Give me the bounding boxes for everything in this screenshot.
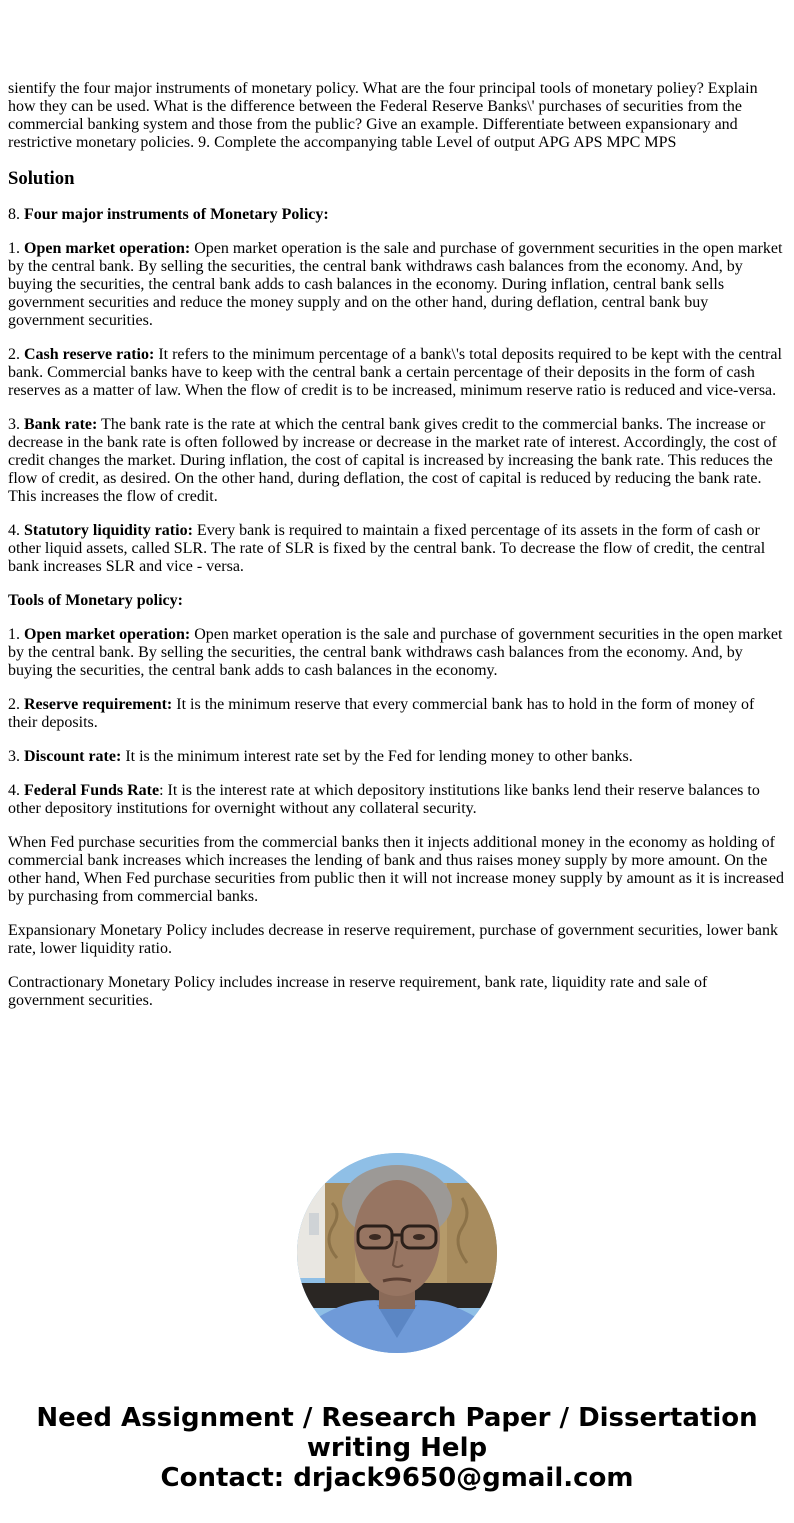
- item-term: Discount rate:: [24, 748, 122, 765]
- item-text: Every bank is required to maintain a fixed percentage of its assets in the form of cash or other liquid assets, called SLR. The rate of SLR is fixed by the central bank. To decrease the flow of credit, the central bank increases SLR and vice - versa.: [8, 522, 766, 575]
- paragraph-fed-purchase: When Fed purchase securities from the commercial banks then it injects additional money in the economy as holding of commercial bank increases which increases the lending of bank and thus raises money supply by more amount. On the other hand, When Fed purchase securities from public then it will not increase money supply by amount as it is increased by purchasing from commercial banks.: [8, 834, 784, 905]
- item-text: Open market operation is the sale and purchase of government securities in the open market by the central bank. By selling the securities, the central bank withdraws cash balances from the economy. And, by buying the securities, the central bank adds to cash balances in the economy.: [8, 626, 783, 679]
- section-title-tools: [8, 592, 786, 610]
- list-item: [8, 782, 786, 818]
- item-term: Cash reserve ratio:: [24, 346, 155, 363]
- document-content: [8, 80, 786, 1026]
- paragraph-contractionary: Contractionary Monetary Policy includes increase in reserve requirement, bank rate, liquidity rate and sale of government securities.: [8, 974, 708, 1009]
- list-item: [8, 522, 786, 576]
- author-avatar: [297, 1153, 497, 1353]
- list-item: [8, 696, 786, 732]
- item-text: The bank rate is the rate at which the central bank gives credit to the commercial banks. The increase or decrease in the bank rate is often followed by increase or decrease in the market rate of interest. Accordingly, the cost of credit changes the market. During inflation, the cost of capital is increased by increasing the bank rate. This reduces the flow of credit, as desired. On the other hand, during deflation, the cost of capital is reduced by reducing the bank rate. This increases the flow of credit.: [8, 416, 777, 505]
- item-number: 2.: [8, 696, 24, 713]
- list-item: [8, 748, 786, 766]
- promo-line-1: Need Assignment / Research Paper / Dissertation: [36, 1403, 758, 1433]
- promo-line-2: writing Help: [306, 1433, 488, 1463]
- item-term: Open market operation:: [24, 626, 191, 643]
- promo-banner: [0, 1403, 794, 1493]
- item-term: Open market operation:: [24, 240, 191, 257]
- list-item: [8, 626, 786, 680]
- list-item: [8, 416, 786, 506]
- item-number: 4.: [8, 522, 24, 539]
- section-title: Tools of Monetary policy:: [8, 592, 183, 609]
- item-term: Bank rate:: [24, 416, 98, 433]
- section-title: Four major instruments of Monetary Policy:: [24, 206, 329, 223]
- item-number: 3.: [8, 416, 24, 433]
- item-term: Reserve requirement:: [24, 696, 173, 713]
- item-text: : It is the interest rate at which depository institutions like banks lend their reserve balances to other depository institutions for overnight without any collateral security.: [8, 782, 760, 817]
- question-text: sientify the four major instruments of monetary policy. What are the four principal tools of monetary poliey? Explain how they can be used. What is the difference between the Federal Reserve Banks\' purchases of securities from the commercial banking system and those from the public? Give an example. Differentiate between expansionary and restrictive monetary policies. 9. Complete the accompanying table Level of output APG APS MPC MPS: [8, 80, 758, 151]
- item-number: 3.: [8, 748, 24, 765]
- item-number: 4.: [8, 782, 24, 799]
- item-text: Open market operation is the sale and purchase of government securities in the open market by the central bank. By selling the securities, the central bank withdraws cash balances from the economy. And, by buying the securities, the central bank adds to cash balances in the economy. During inflation, central bank sells government securities and reduce the money supply and on the other hand, during deflation, central bank buy government securities.: [8, 240, 783, 329]
- solution-heading: Solution: [8, 168, 75, 189]
- section-number: 8.: [8, 206, 24, 223]
- item-number: 1.: [8, 626, 24, 643]
- item-number: 1.: [8, 240, 24, 257]
- list-item: [8, 240, 786, 330]
- item-text: It is the minimum reserve that every commercial bank has to hold in the form of money of their deposits.: [8, 696, 755, 731]
- list-item: [8, 346, 786, 400]
- portrait-photo-icon: [297, 1153, 497, 1353]
- item-term: Federal Funds Rate: [24, 782, 160, 799]
- item-term: Statutory liquidity ratio:: [24, 522, 193, 539]
- promo-contact-email: Contact: drjack9650@gmail.com: [160, 1463, 634, 1493]
- item-text: It refers to the minimum percentage of a bank\'s total deposits required to be kept with the central bank. Commercial banks have to keep with the central bank a certain percentage of their deposits in the form of cash reserves as a matter of law. When the flow of credit is to be increased, minimum reserve ratio is reduced and vice-versa.: [8, 346, 782, 399]
- section-title-instruments: [8, 206, 786, 224]
- paragraph-expansionary: Expansionary Monetary Policy includes decrease in reserve requirement, purchase of government securities, lower bank rate, lower liquidity ratio.: [8, 922, 778, 957]
- item-text: It is the minimum interest rate set by the Fed for lending money to other banks.: [121, 748, 633, 765]
- item-number: 2.: [8, 346, 24, 363]
